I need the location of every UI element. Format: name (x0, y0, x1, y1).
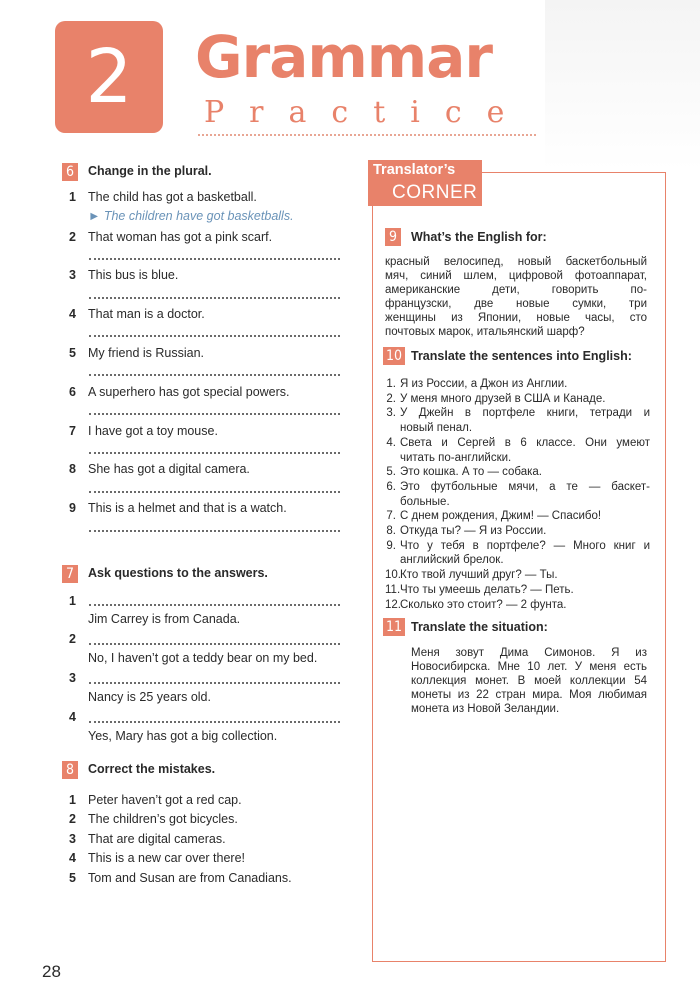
ex7-item-number: 1 (69, 594, 76, 608)
ex10-item-text: новый пенал. (400, 422, 473, 435)
ex10-item-number: 9. (386, 539, 396, 552)
ex10-item-text: Откуда ты? — Я из России. (400, 525, 547, 538)
ex10-item-number: 2. (386, 392, 396, 405)
ex9-line: американские дети, говорить по- (385, 284, 647, 296)
unit-number: 2 (85, 34, 133, 120)
ex9-line: красный велосипед, новый баскетбольный (385, 256, 647, 268)
ex6-item-number: 4 (69, 307, 76, 321)
ex10-item-number: 11. (385, 583, 401, 596)
ex10-item-number: 4. (386, 436, 396, 449)
ex6-answer-line-4[interactable] (89, 335, 340, 337)
page-title: Grammar (195, 23, 492, 91)
list-item (385, 509, 650, 524)
ex10-item-number: 7. (386, 510, 396, 523)
ex7-question-line-3[interactable] (89, 682, 340, 684)
exercise-8-instruction: Correct the mistakes. (88, 762, 216, 776)
ex10-item-text: английский брелок. (400, 554, 504, 567)
ex9-line: французски, две новые сумки, три (385, 298, 647, 310)
ex6-item-number: 8 (69, 462, 76, 476)
ex6-item-text: This is a helmet and that is a watch. (88, 501, 287, 515)
exercise-10-instruction: Translate the sentences into English: (411, 349, 632, 363)
ex10-item-text: Света и Сергей в 6 классе. Они умеют (400, 436, 650, 449)
list-item (385, 480, 650, 495)
ex6-item-number: 6 (69, 385, 76, 399)
ex7-item-number: 4 (69, 710, 76, 724)
ex6-item-number: 5 (69, 346, 76, 360)
ex10-item-text: Это кошка. А то — собака. (400, 466, 543, 479)
exercise-11-text (411, 646, 647, 716)
ex6-item-number: 1 (69, 190, 76, 204)
ex9-line: мяч, синий шлем, цифровой фотоаппарат, (385, 270, 647, 282)
ex10-item-text: Сколько это стоит? — 2 фунта. (400, 598, 567, 611)
list-item (385, 583, 650, 598)
unit-number-badge (55, 21, 163, 133)
ex11-line: монеты из 22 стран мира. Моя любимая (411, 689, 647, 701)
exercise-7-instruction: Ask questions to the answers. (88, 566, 268, 580)
ex6-item-text: The child has got a basketball. (88, 190, 257, 204)
title-divider (198, 134, 536, 136)
list-item (385, 539, 650, 554)
ex6-item-text: She has got a digital camera. (88, 462, 250, 476)
list-item (385, 377, 650, 392)
ex7-question-line-2[interactable] (89, 643, 340, 645)
list-item (385, 392, 650, 407)
ex11-line: Новосибирска. Мне 10 лет. У меня есть (411, 661, 647, 673)
ex8-item-number: 3 (69, 832, 76, 846)
ex10-item-text: Это футбольные мячи, а те — баскет- (400, 480, 650, 493)
exercise-7-number: 7 (62, 565, 78, 583)
ex6-item-text: I have got a toy mouse. (88, 424, 218, 438)
ex10-item-number: 1. (386, 378, 396, 390)
ex6-answer-line-6[interactable] (89, 413, 340, 415)
ex8-item-text: The children’s got bicycles. (88, 812, 238, 826)
ex10-item-number: 8. (386, 525, 396, 538)
ex6-answer-line-8[interactable] (89, 491, 340, 493)
exercise-10-list (385, 377, 650, 612)
ex8-item-number: 2 (69, 812, 76, 826)
ex8-item-number: 5 (69, 871, 76, 885)
ex7-answer-text: Yes, Mary has got a big collection. (88, 729, 278, 743)
ex11-line: Меня зовут Дима Симонов. Я из (411, 647, 647, 659)
ex7-answer-text: Jim Carrey is from Canada. (88, 612, 241, 626)
ex10-item-text: больные. (400, 495, 450, 508)
ex7-question-line-1[interactable] (89, 604, 340, 606)
ex10-item-text: С днем рождения, Джим! — Спасибо! (400, 510, 602, 523)
list-item (385, 495, 650, 510)
ex6-item-number: 3 (69, 268, 76, 282)
translators-corner-subtitle: CORNER (392, 182, 478, 203)
ex10-item-text: Кто твой лучший друг? — Ты. (400, 569, 558, 582)
ex6-answer-line-3[interactable] (89, 297, 340, 299)
ex8-item-number: 1 (69, 793, 76, 807)
list-item (385, 421, 650, 436)
list-item (385, 553, 650, 568)
ex8-item-text: Peter haven’t got a red cap. (88, 793, 242, 807)
page-number: 28 (42, 962, 61, 981)
ex10-item-text: У Джейн в портфеле книги, тетради и (400, 407, 650, 420)
page-subtitle: Practice (204, 95, 530, 130)
ex6-answer-line-5[interactable] (89, 374, 340, 376)
list-item (385, 524, 650, 539)
ex11-line: монета из Новой Зеландии. (411, 703, 560, 715)
ex8-item-number: 4 (69, 851, 76, 865)
ex10-item-text: читать по-английски. (400, 451, 512, 464)
ex6-item-number: 9 (69, 501, 76, 515)
ex10-item-text: У меня много друзей в США и Канаде. (400, 392, 606, 405)
exercise-6-instruction: Change in the plural. (88, 164, 212, 178)
ex6-answer-line-7[interactable] (89, 452, 340, 454)
ex6-answer-line-9[interactable] (89, 530, 340, 532)
ex10-item-number: 3. (386, 407, 396, 420)
exercise-11-instruction: Translate the situation: (411, 620, 548, 634)
ex10-item-text: Что у тебя в портфеле? — Много книг и (400, 539, 650, 552)
exercise-8-number: 8 (62, 761, 78, 779)
ex11-line: коллекция монет. В моей коллекции 54 (411, 675, 647, 687)
ex10-item-number: 6. (386, 480, 396, 493)
list-item (385, 436, 650, 451)
exercise-9-number: 9 (385, 228, 401, 246)
ex7-answer-text: No, I haven’t got a teddy bear on my bed. (88, 651, 318, 665)
ex6-item-number: 7 (69, 424, 76, 438)
ex7-item-number: 2 (69, 632, 76, 646)
ex10-item-text: Я из России, а Джон из Англии. (400, 378, 568, 390)
ex10-item-text: Что ты умеешь делать? — Петь. (400, 583, 574, 596)
ex9-line: женщины из Японии, новые часы, сто (385, 312, 647, 324)
ex6-item-text: My friend is Russian. (88, 346, 205, 360)
list-item (385, 451, 650, 466)
ex10-item-number: 12. (385, 598, 401, 611)
exercise-9-text (385, 255, 647, 339)
ex6-item-text: That man is a doctor. (88, 307, 205, 321)
ex7-answer-text: Nancy is 25 years old. (88, 690, 211, 704)
exercise-11-number: 11 (383, 618, 405, 636)
list-item (385, 465, 650, 480)
ex10-item-number: 5. (386, 466, 396, 479)
ex8-item-text: This is a new car over there! (88, 851, 246, 865)
ex6-item-text: That woman has got a pink scarf. (88, 230, 273, 244)
list-item (385, 406, 650, 421)
ex6-item-text: This bus is blue. (88, 268, 179, 282)
ex9-line: почтовых марок, итальянский шарф? (385, 326, 585, 338)
ex6-item-text: A superhero has got special powers. (88, 385, 290, 399)
ex10-item-number: 10. (385, 569, 401, 582)
ex6-answer-line-2[interactable] (89, 258, 340, 260)
page-shadow (545, 0, 700, 170)
list-item (385, 598, 650, 613)
exercise-10-number: 10 (383, 347, 405, 365)
exercise-9-instruction: What’s the English for: (411, 230, 547, 244)
ex7-question-line-4[interactable] (89, 721, 340, 723)
ex6-item-number: 2 (69, 230, 76, 244)
ex8-item-text: Tom and Susan are from Canadians. (88, 871, 292, 885)
ex8-item-text: That are digital cameras. (88, 832, 226, 846)
exercise-6-number: 6 (62, 163, 78, 181)
ex7-item-number: 3 (69, 671, 76, 685)
ex6-model-answer: ► The children have got basketballs. (88, 209, 294, 223)
list-item (385, 568, 650, 583)
translators-corner-title: Translator’s (373, 162, 456, 178)
